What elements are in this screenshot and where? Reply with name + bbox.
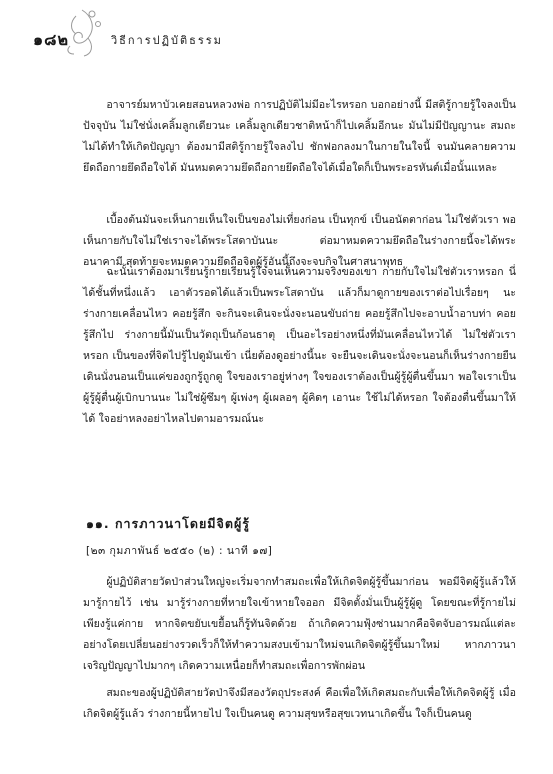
- page-number: ๑๘๒: [33, 30, 70, 49]
- body-paragraph: ฉะนั้นเราต้องมาเรียนรู้กายเรียนรู้ใจจนเห็นความจริงของเขา กายกับใจไม่ใช่ตัวเราหรอก นี่ได้ชั้นที่หนึ่งแล้ว เอาตัวรอดได้แล้วเป็นพระโสดาบัน แล้วก็มาดูกายของเราต่อไปเรื่อยๆ นะ ร่างกายเคลื่อนไหว คอยรู้สึก จะกินจะเดินจะนั่งจะนอนขับถ่าย คอยรู้สึกไปจะอาบน้ำอาบท่า คอยรู้สึกไป ร่างกายนี้มันเป็นวัตถุเป็นก้อนธาตุ เป็นอะไรอย่างหนึ่งที่มันเคลื่อนไหวได้ ไม่ใช่ตัวเราหรอก เป็นของที่จิตไปรู้ไปดูมันเข้า เนี่ยต้องดูอย่างนี้นะ จะยืนจะเดินจะนั่งจะนอนก็เห็นร่างกายยืนเดินนั่งนอนเป็นแค่ของถูกรู้ถูกดู ใจของเราอยู่ห่างๆ ใจของเราต้องเป็นผู้รู้ผู้ตื่นขึ้นมา พอใจเราเป็นผู้รู้ผู้ตื่นผู้เบิกบานนะ ไม่ใช่ผู้ซึมๆ ผู้เพ่งๆ ผู้เผลอๆ ผู้คิดๆ เอานะ ใช้ไม่ได้หรอก ใจต้องตื่นขึ้นมาให้ได้ ใจอย่าหลงอย่าไหลไปตามอารมณ์นะ: [83, 266, 516, 425]
- section-heading: ๑๑. การภาวนาโดยมีจิตผู้รู้: [86, 516, 250, 531]
- body-paragraph: อาจารย์มหาบัวเคยสอนหลวงพ่อ การปฏิบัติไม่มีอะไรหรอก บอกอย่างนี้ มีสติรู้กายรู้ใจลงเป็นปัจจุบัน ไม่ใช่นั่งเคลิ้มลูกเดียวนะ เคลิ้มลูกเดียวชาติหน้าก็ไปเคลิ้มอีกนะ มันไม่มีปัญญานะ สมถะไม่ได้ทำให้เกิดปัญญา ต้องมามีสติรู้กายรู้ใจลงไป ชักฟอกลงมาในกายในใจนี้ จนมันคลายความยึดถือกายยึดถือใจได้ มันหมดความยึดถือกายยึดถือใจได้เมื่อใดก็เป็นพระอรหันต์เมื่อนั้นแหละ: [83, 99, 516, 174]
- floral-ornament-icon: [62, 6, 108, 58]
- body-paragraph: เบื้องต้นมันจะเห็นกายเห็นใจเป็นของไม่เที่ยงก่อน เป็นทุกข์ เป็นอนัตตาก่อน ไม่ใช่ตัวเรา พอเห็นกายกับใจไม่ใช่เราจะได้พระโสดาบันนะ ต่อมาหมดความยึดถือในร่างกายนี้จะได้พระอนาคามี สุดท้ายจะหมดความยึดถือจิตผู้รู้อันนี้ถึงจะจบกิจในศาสนาพุทธ: [83, 214, 516, 268]
- page-header: [0, 0, 553, 60]
- running-title: วิธีการปฏิบัติธรรม: [111, 34, 223, 47]
- section-paragraph: สมถะของผู้ปฏิบัติสายวัดป่าจึงมีสองวัตถุประสงค์ คือเพื่อให้เกิดสมถะกับเพื่อให้เกิดจิตผู้รู้ เมื่อเกิดจิตผู้รู้แล้ว ร่างกายนี้หายไป ใจเป็นคนดู ความสุขหรือสุขเวทนาเกิดขึ้น ใจก็เป็นคนดู: [83, 687, 516, 720]
- section-paragraph: ผู้ปฏิบัติสายวัดป่าส่วนใหญ่จะเริ่มจากทำสมถะเพื่อให้เกิดจิตผู้รู้ขึ้นมาก่อน พอมีจิตผู้รู้แล้วให้มารู้กายไว้ เช่น มารู้ร่างกายที่หายใจเข้าหายใจออก มีจิตตั้งมั่นเป็นผู้รู้ผู้ดู โดยขณะที่รู้กายไม่เพียงรู้แค่กาย หากจิตขยับเขยื้อนก็รู้ทันจิตด้วย ถ้าเกิดความฟุ้งซ่านมากคือจิตจับอารมณ์แต่ละอย่างโดยเปลี่ยนอย่างรวดเร็วก็ให้ทำความสงบเข้ามาใหม่จนเกิดจิตผู้รู้ขึ้นมาใหม่ หากภาวนาเจริญปัญญาไปมากๆ เกิดความเหนื่อยก็ทำสมถะเพื่อการพักผ่อน: [83, 576, 516, 672]
- section-date-line: [๒๓ กุมภาพันธ์ ๒๕๕๐ (๒) : นาที ๑๗]: [86, 545, 273, 557]
